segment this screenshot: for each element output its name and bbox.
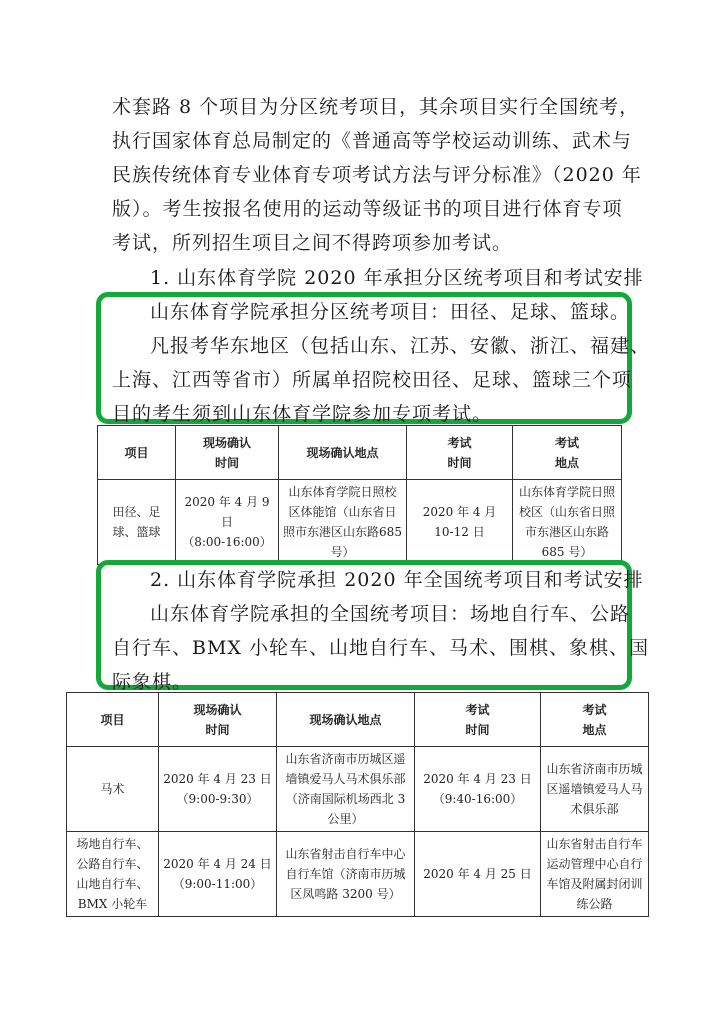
header-exam-time: 考试 时间 [415,693,541,747]
intro-line-2: 执行国家体育总局制定的《普通高等学校运动训练、武术与 [112,130,633,152]
header-project: 项目 [98,426,176,480]
section2-line-3: 际象棋。 [112,671,193,693]
intro-line-4: 版）。考生按报名使用的运动等级证书的项目进行体育专项 [112,198,623,220]
header-exam-place: 考试 地点 [513,426,622,480]
cell-project: 场地自行车、公路自行车、山地自行车、BMX 小轮车 [67,832,159,917]
cell-confirm-place: 山东省射击自行车中心自行车馆（济南市历城区凤鸣路 3200 号） [277,832,415,917]
section1-line-1: 山东体育学院承担分区统考项目：田径、足球、篮球。 [150,301,631,323]
table-row [98,480,622,565]
section1-table [97,425,622,565]
cell-exam-place: 山东省济南市历城区遥墙镇爱马人马术俱乐部 [541,747,649,832]
cell-confirm-place: 山东省济南市历城区遥墙镇爱马人马术俱乐部（济南国际机场西北 3 公里） [277,747,415,832]
intro-paragraph [112,90,642,260]
cell-confirm-time: 2020 年 4 月 23 日 （9:00-9:30） [159,747,277,832]
cell-confirm-time: 2020 年 4 月 24 日 （9:00-11:00） [159,832,277,917]
cell-exam-place: 山东省射击自行车运动管理中心自行车馆及附属封闭训练公路 [541,832,649,917]
header-confirm-place: 现场确认地点 [277,693,415,747]
section2-line-1: 山东体育学院承担的全国统考项目：场地自行车、公路 [150,603,631,625]
intro-line-5: 考试，所列招生项目之间不得跨项参加考试。 [112,232,513,254]
cell-exam-place: 山东体育学院日照校区（山东省日照市东港区山东路 685 号） [513,480,622,565]
intro-line-3: 民族传统体育专业体育专项考试方法与评分标准》（2020 年 [112,164,642,186]
header-confirm-place: 现场确认地点 [279,426,407,480]
section2-heading: 2. 山东体育学院承担 2020 年全国统考项目和考试安排 [150,569,644,591]
cell-exam-time: 2020 年 4 月 23 日 （9:40-16:00） [415,747,541,832]
section1-line-3: 上海、江西等省市）所属单招院校田径、足球、篮球三个项 [112,369,633,391]
section1-line-2: 凡报考华东地区（包括山东、江苏、安徽、浙江、福建、 [150,335,651,357]
cell-exam-time: 2020 年 4 月 10-12 日 [407,480,513,565]
section1-paragraph [112,295,651,431]
table-row [67,747,649,832]
intro-line-1: 术套路 8 个项目为分区统考项目，其余项目实行全国统考， [112,96,640,118]
section2-paragraph [112,563,649,699]
cell-confirm-place: 山东体育学院日照校区体能馆（山东省日照市东港区山东路685号） [279,480,407,565]
section2-line-2: 自行车、BMX 小轮车、山地自行车、马术、围棋、象棋、国 [112,637,649,659]
cell-project: 田径、足球、篮球 [98,480,176,565]
cell-confirm-time: 2020 年 4 月 9 日 （8:00-16:00） [176,480,279,565]
header-exam-place: 考试 地点 [541,693,649,747]
cell-exam-time: 2020 年 4 月 25 日 [415,832,541,917]
header-project: 项目 [67,693,159,747]
table-row [67,832,649,917]
header-confirm-time: 现场确认 时间 [176,426,279,480]
section1-heading: 1. 山东体育学院 2020 年承担分区统考项目和考试安排 [150,267,644,289]
header-exam-time: 考试 时间 [407,426,513,480]
cell-project: 马术 [67,747,159,832]
section1-line-4: 目的考生须到山东体育学院参加专项考试。 [112,403,493,425]
section2-table [66,692,649,917]
table-header-row [67,693,649,747]
header-confirm-time: 现场确认 时间 [159,693,277,747]
table-header-row [98,426,622,480]
